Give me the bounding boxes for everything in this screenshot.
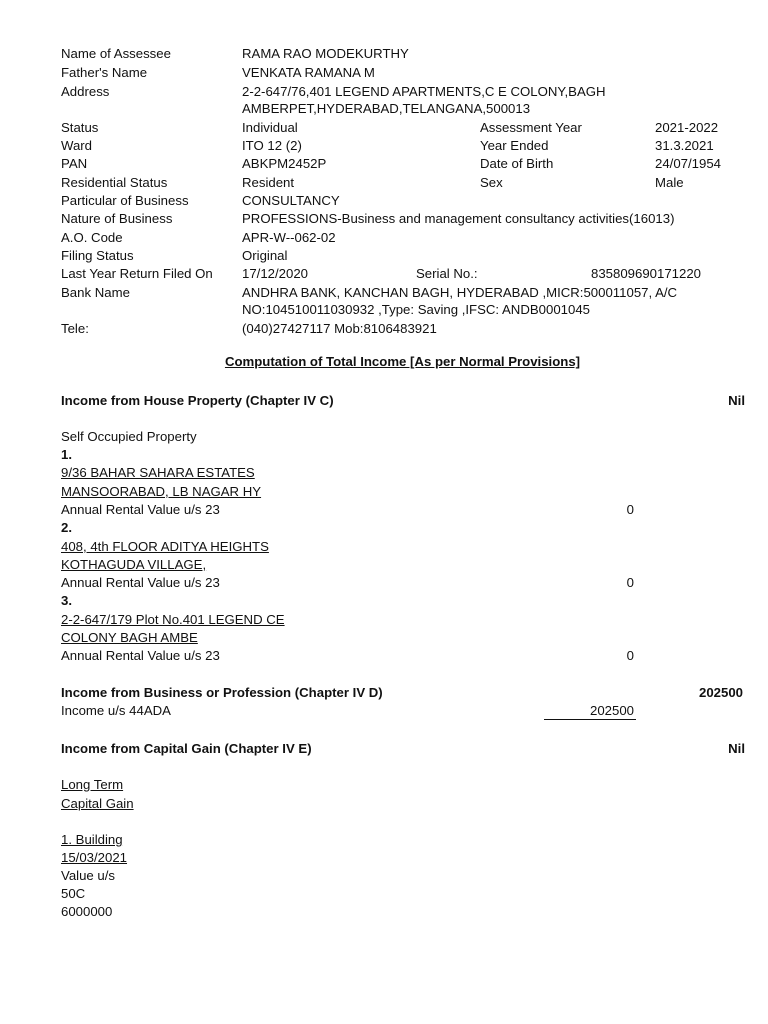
capital-gain-total: Nil [728,741,745,756]
nature-of-business-label: Nature of Business [61,211,173,226]
annual-rental-value: 0 [626,575,634,590]
particular-of-business-value: CONSULTANCY [242,193,340,208]
pan-value: ABKPM2452P [242,156,327,171]
annual-rental-label: Annual Rental Value u/s 23 [61,575,220,590]
serial-no-label: Serial No.: [416,266,478,281]
property-number: 1. [61,447,72,462]
filing-status-value: Original [242,248,288,263]
business-total: 202500 [698,685,743,700]
dob-label: Date of Birth [480,156,554,171]
bank-line2: NO:104510011030932 ,Type: Saving ,IFSC: ANDB0001045 [242,302,590,317]
sex-value: Male [655,175,684,190]
dob-value: 24/07/1954 [655,156,722,171]
residential-status-value: Resident [242,175,295,190]
building-date: 15/03/2021 [61,850,128,865]
value-us-label: Value u/s [61,868,116,883]
annual-rental-value: 0 [626,502,634,517]
annual-rental-label: Annual Rental Value u/s 23 [61,502,220,517]
tele-label: Tele: [61,321,89,336]
property-number: 2. [61,520,72,535]
property-type: Self Occupied Property [61,429,197,444]
status-label: Status [61,120,99,135]
building-item: 1. Building [61,832,123,847]
value-50c-amount: 6000000 [61,904,113,919]
assessment-year-label: Assessment Year [480,120,582,135]
bank-name-label: Bank Name [61,285,130,300]
ward-label: Ward [61,138,93,153]
nature-of-business-value: PROFESSIONS-Business and management consultancy activities(16013) [242,211,675,226]
capital-gain-label: Capital Gain [61,796,134,811]
section-50c-label: 50C [61,886,86,901]
capital-gain-heading: Income from Capital Gain (Chapter IV E) [61,741,312,756]
house-property-total: Nil [728,393,745,408]
filing-status-label: Filing Status [61,248,134,263]
year-ended-label: Year Ended [480,138,549,153]
subtotal-rule [544,719,636,720]
status-value: Individual [242,120,298,135]
property-address-line2: COLONY BAGH AMBE [61,630,198,645]
pan-label: PAN [61,156,88,171]
ao-code-value: APR-W--062-02 [242,230,336,245]
property-address-line1: 2-2-647/179 Plot No.401 LEGEND CE [61,612,285,627]
serial-no-value: 835809690171220 [591,266,702,281]
annual-rental-label: Annual Rental Value u/s 23 [61,648,220,663]
tele-value: (040)27427117 Mob:8106483921 [242,321,437,336]
father-value: VENKATA RAMANA M [242,65,375,80]
sex-label: Sex [480,175,503,190]
father-label: Father's Name [61,65,148,80]
computation-title: Computation of Total Income [As per Normal Provisions] [224,354,581,369]
house-property-heading: Income from House Property (Chapter IV C) [61,393,334,408]
business-heading: Income from Business or Profession (Chapter IV D) [61,685,383,700]
ao-code-label: A.O. Code [61,230,123,245]
income-44ada-value: 202500 [589,703,634,718]
assessment-year-value: 2021-2022 [655,120,719,135]
residential-status-label: Residential Status [61,175,168,190]
last-return-value: 17/12/2020 [242,266,309,281]
property-address-line1: 9/36 BAHAR SAHARA ESTATES [61,465,255,480]
income-44ada-label: Income u/s 44ADA [61,703,171,718]
address-line1: 2-2-647/76,401 LEGEND APARTMENTS,C E COLONY,BAGH [242,84,606,99]
name-label: Name of Assessee [61,46,171,61]
property-address-line1: 408, 4th FLOOR ADITYA HEIGHTS [61,539,269,554]
last-return-label: Last Year Return Filed On [61,266,213,281]
bank-line1: ANDHRA BANK, KANCHAN BAGH, HYDERABAD ,MICR:500011057, A/C [242,285,678,300]
address-line2: AMBERPET,HYDERABAD,TELANGANA,500013 [242,101,531,116]
address-label: Address [61,84,110,99]
ward-value: ITO 12 (2) [242,138,302,153]
name-value: RAMA RAO MODEKURTHY [242,46,409,61]
property-number: 3. [61,593,72,608]
annual-rental-value: 0 [626,648,634,663]
long-term-label: Long Term [61,777,124,792]
year-ended-value: 31.3.2021 [655,138,714,153]
particular-of-business-label: Particular of Business [61,193,189,208]
property-address-line2: MANSOORABAD, LB NAGAR HY [61,484,262,499]
property-address-line2: KOTHAGUDA VILLAGE, [61,557,207,572]
